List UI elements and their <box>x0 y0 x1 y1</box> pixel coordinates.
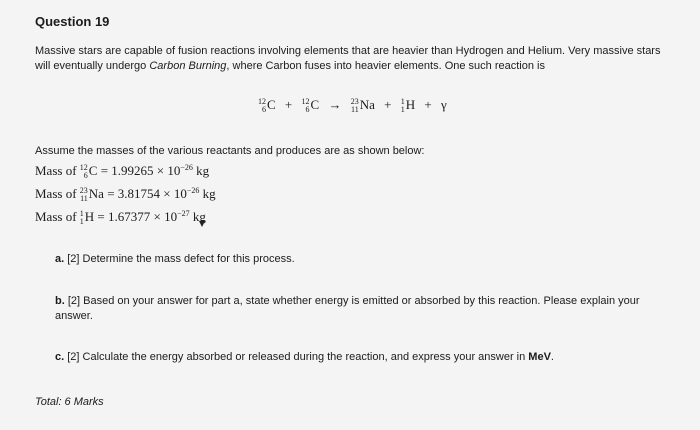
part-b <box>55 294 675 324</box>
mouse-cursor-icon <box>199 221 205 227</box>
mass-hydrogen: Mass of 1 1 $H = 1.67377 \times 10^{-27}$ kg <box>35 209 206 227</box>
part-a-label: a. <box>55 253 65 265</box>
plus-sign: + <box>424 97 432 112</box>
plus-sign: + <box>284 97 293 112</box>
part-c-text: [2] Calculate the energy absorbed or released during the reaction, and express your answer in <box>64 351 529 363</box>
intro-paragraph <box>35 44 675 74</box>
mass-carbon: Mass of 12 6 $C = 1.99265 \times 10^{-26}$ kg <box>35 163 210 181</box>
mass-sodium: Mass of 23 11 $Na = 3.81754 \times 10^{-26}$ kg <box>35 186 216 204</box>
intro-text-1: Massive stars are capable of fusion reactions involving elements that are heavier than Hydrogen and Helium. Very massive stars will eventually undergo <box>35 45 661 72</box>
part-a-text: [2] Determine the mass defect for this process. <box>64 253 295 265</box>
part-c: c. [2] Calculate the energy absorbed or released during the reaction, and express your answer in MeV. <box>55 351 554 363</box>
part-c-label: c. <box>55 351 65 363</box>
total-marks: Total: 6 Marks <box>35 396 104 408</box>
fusion-reaction-equation <box>258 97 447 114</box>
assume-text: Assume the masses of the various reactants and produces are as shown below: <box>35 145 425 157</box>
reactant-carbon-1: 12 6 C <box>258 97 276 115</box>
intro-text-2: , where Carbon fuses into heavier elements. One such reaction is <box>226 60 545 72</box>
product-sodium: 23 11 Na <box>350 97 375 115</box>
part-c-unit: MeV <box>528 351 551 363</box>
part-b-label: b. <box>55 295 65 307</box>
part-b-text: [2] Based on your answer for part a, state whether energy is emitted or absorbed by this reaction. Please explain your answer. <box>55 295 640 322</box>
intro-emphasis: Carbon Burning <box>149 60 227 72</box>
question-title: Question 19 <box>35 14 110 29</box>
reaction-arrow: → <box>328 97 342 112</box>
reactant-carbon-2: 12 6 C <box>301 97 320 115</box>
product-hydrogen: 1 1 H <box>400 97 416 115</box>
part-a <box>55 252 675 267</box>
gamma-photon: γ <box>440 97 447 112</box>
plus-sign: + <box>384 97 392 112</box>
